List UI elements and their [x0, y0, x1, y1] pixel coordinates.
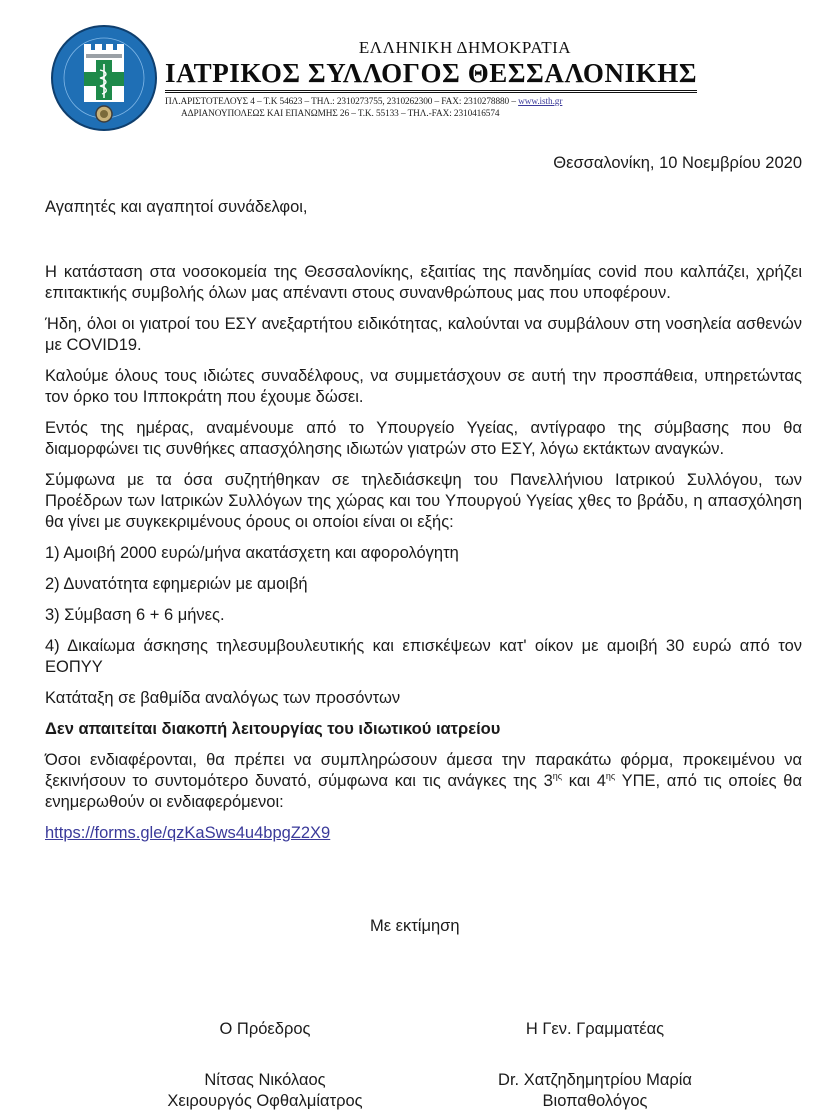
- superscript: ης: [552, 771, 563, 781]
- signatory-role: Βιοπαθολόγος: [542, 1092, 648, 1110]
- paragraph: Σύμφωνα με τα όσα συζητήθηκαν σε τηλεδιάσκεψη του Πανελλήνιου Ιατρικού Συλλόγου, των Προέδρων των Ιατρικών Συλλόγων της χώρας και του Υπουργού Υγείας χθες το βράδυ, η απασχόληση θα γίνει με συγκεκριμένους όρους οι οποίοι είναι οι εξής:: [45, 471, 802, 531]
- term-item: 4) Δικαίωμα άσκησης τηλεσυμβουλευτικής και επισκέψεων κατ' οίκον με αμοιβή 30 ευρώ από τον ΕΟΠΥΥ: [45, 637, 802, 676]
- paragraph: Καλούμε όλους τους ιδιώτες συναδέλφους, να συμμετάσχουν σε αυτή την προσπάθεια, υπηρετώντας τον όρκο του Ιπποκράτη που έχουμε δώσει.: [45, 367, 802, 406]
- closing: Με εκτίμηση: [370, 917, 460, 935]
- organization-name: ΙΑΤΡΙΚΟΣ ΣΥΛΛΟΓΟΣ ΘΕΣΣΑΛΟΝΙΚΗΣ: [165, 58, 697, 93]
- date-line: Θεσσαλονίκη, 10 Νοεμβρίου 2020: [553, 154, 802, 172]
- paragraph: Η κατάσταση στα νοσοκομεία της Θεσσαλονίκης, εξαιτίας της πανδημίας covid που καλπάζει, χρήζει επιτακτικής συμβολής όλων μας απέναντι στους συνανθρώπους μας που υποφέρουν.: [45, 263, 802, 302]
- instructions-text: και 4: [562, 772, 606, 790]
- bold-note: Δεν απαιτείται διακοπή λειτουργίας του ιδιωτικού ιατρείου: [45, 720, 501, 738]
- address-main: ΠΛ.ΑΡΙΣΤΟΤΕΛΟΥΣ 4 – Τ.Κ 54623 – ΤΗΛ.: 2310273755, 2310262300 – FAX: 2310278880 –: [165, 97, 519, 107]
- letter-body: [45, 262, 802, 854]
- classification-note: Κατάταξη σε βαθμίδα αναλόγως των προσόντων: [45, 689, 401, 707]
- signature-block-president: [115, 1020, 415, 1112]
- logo-emblem-icon: [50, 24, 158, 132]
- organization-logo: [50, 24, 158, 132]
- website-link[interactable]: www.isth.gr: [518, 97, 563, 107]
- signatory-title: Ο Πρόεδρος: [219, 1020, 311, 1038]
- superscript: ης: [605, 771, 616, 781]
- form-link[interactable]: https://forms.gle/qzKaSws4u4bpgZ2X9: [45, 824, 331, 842]
- letterhead: [165, 38, 725, 119]
- signature-block-secretary: [445, 1020, 745, 1112]
- instructions-text: Όσοι ενδιαφέρονται, θα πρέπει να συμπληρώσουν άμεσα την παρακάτω φόρμα, προκειμένου να ξεκινήσουν το συντομότερο δυνατό, σύμφωνα και τις ανάγκες της 3: [45, 751, 802, 790]
- instructions-paragraph: [45, 750, 802, 813]
- address-line-1: [165, 97, 725, 107]
- signatory-role: Χειρουργός Οφθαλμίατρος: [167, 1092, 363, 1110]
- term-item: 1) Αμοιβή 2000 ευρώ/μήνα ακατάσχετη και αφορολόγητη: [45, 544, 459, 562]
- signatory-name: Νίτσας Νικόλαος: [204, 1071, 326, 1089]
- paragraph: Ήδη, όλοι οι γιατροί του ΕΣΥ ανεξαρτήτου ειδικότητας, καλούνται να συμβάλουν στη νοσηλεία ασθενών με COVID19.: [45, 315, 802, 354]
- greeting: Αγαπητές και αγαπητοί συνάδελφοι,: [45, 198, 308, 216]
- paragraph: Εντός της ημέρας, αναμένουμε από το Υπουργείο Υγείας, αντίγραφο της σύμβασης που θα διαμορφώνει τις συνθήκες απασχόλησης ιδιωτών γιατρών στο ΕΣΥ, λόγω εκτάκτων αναγκών.: [45, 419, 802, 458]
- signatory-title: Η Γεν. Γραμματέας: [525, 1020, 665, 1038]
- republic-label: ΕΛΛΗΝΙΚΗ ΔΗΜΟΚΡΑΤΙΑ: [358, 38, 572, 57]
- address-line-2: ΑΔΡΙΑΝΟΥΠΟΛΕΩΣ ΚΑΙ ΕΠΑΝΩΜΗΣ 26 – Τ.Κ. 55133 – ΤΗΛ.-FAX: 2310416574: [181, 109, 500, 119]
- instructions-text: ΥΠΕ, από τις οποίες θα ενημερωθούν οι ενδιαφερόμενοι:: [45, 772, 802, 811]
- term-item: 3) Σύμβαση 6 + 6 μήνες.: [45, 606, 225, 624]
- signatory-name: Dr. Χατζηδημητρίου Μαρία: [498, 1071, 692, 1089]
- term-item: 2) Δυνατότητα εφημεριών με αμοιβή: [45, 575, 308, 593]
